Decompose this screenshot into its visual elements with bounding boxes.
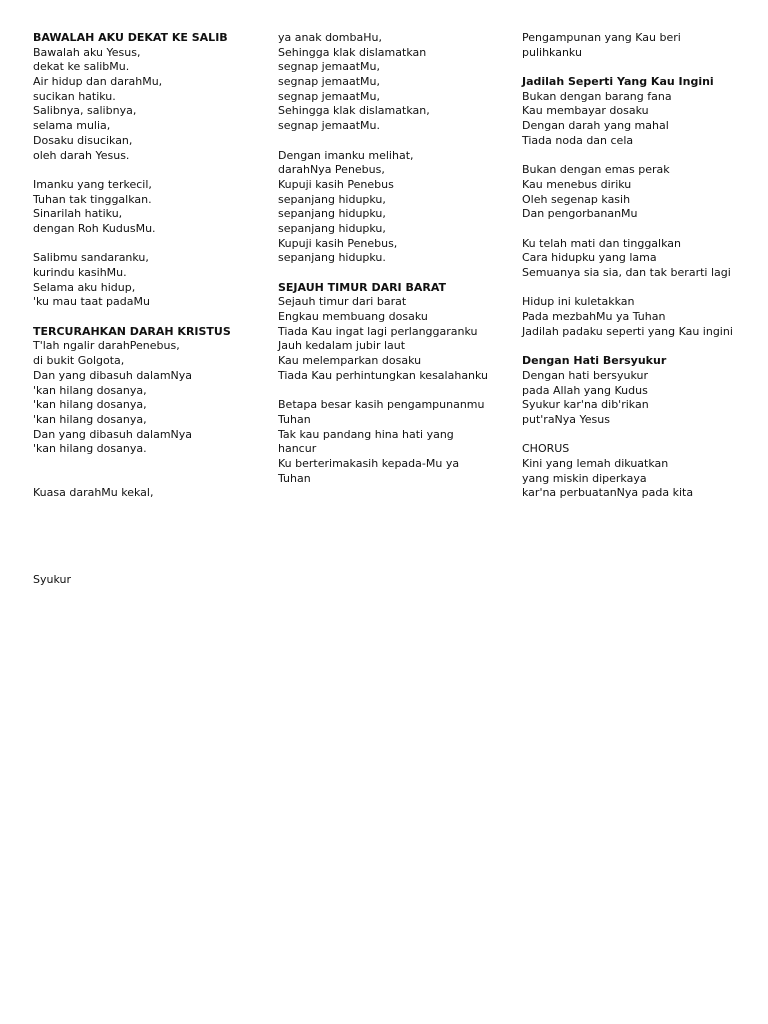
lyric-line: Engkau membuang dosaku [278, 310, 428, 324]
lyric-line: Pada mezbahMu ya Tuhan [522, 310, 666, 324]
stanza-gap [33, 163, 253, 178]
lyric-line: Dan yang dibasuh dalamNya [33, 427, 193, 441]
lyric-line: Tiada Kau ingat lagi perlanggaranku [278, 324, 478, 338]
lyric-line: Kuasa darahMu kekal, [33, 486, 154, 500]
column-right [522, 31, 762, 501]
lyric-line: Sinarilah hatiku, [33, 207, 123, 221]
lyric-line: sepanjang hidupku, [278, 192, 386, 206]
lyric-line: sucikan hatiku. [33, 89, 116, 103]
song-title: BAWALAH AKU DEKAT KE SALIB [33, 31, 228, 44]
lyric-line: pulihkanku [522, 45, 582, 59]
lyric-line: Dosaku disucikan, [33, 133, 133, 147]
lyric-line: dekat ke salibMu. [33, 60, 130, 74]
column-middle [278, 31, 493, 486]
lyric-line: kurindu kasihMu. [33, 266, 127, 279]
lyric-line: Bukan dengan barang fana [522, 89, 672, 103]
lyric-line: Kupuji kasih Penebus [278, 177, 394, 191]
song-title: SEJAUH TIMUR DARI BARAT [278, 280, 447, 294]
lyric-line: Jadilah padaku seperti yang Kau ingini [522, 324, 733, 338]
lyric-line: sepanjang hidupku. [278, 251, 386, 265]
lyric-line: Tiada Kau perhintungkan kesalahanku [278, 368, 489, 382]
lyric-line: Tiada noda dan cela [522, 133, 634, 147]
lyric-line: pada Allah yang Kudus [522, 383, 648, 397]
stanza-gap [33, 457, 253, 486]
lyric-line: Air hidup dan darahMu, [33, 75, 163, 89]
lyric-line: Dan pengorbananMu [522, 207, 638, 221]
lyric-line: Betapa besar kasih pengampunanmu Tuhan [278, 398, 485, 426]
stanza-gap [33, 310, 253, 325]
stanza-gap [522, 281, 762, 296]
lyric-line: 'kan hilang dosanya, [33, 383, 147, 397]
stanza-gap [522, 149, 762, 164]
lyric-line: ya anak dombaHu, [278, 31, 382, 44]
stanza-gap [522, 339, 762, 354]
song-title: Jadilah Seperti Yang Kau Ingini [522, 75, 714, 89]
lyric-line: dengan Roh KudusMu. [33, 221, 156, 235]
lyric-line: segnap jemaatMu. [278, 119, 380, 133]
lyric-line: Salibnya, salibnya, [33, 104, 137, 118]
lyric-line: segnap jemaatMu, [278, 75, 380, 89]
stanza-gap [522, 428, 762, 443]
lyric-line: kar'na perbuatanNya pada kita [522, 486, 694, 500]
stanza-gap [522, 60, 762, 75]
lyric-line: 'kan hilang dosanya, [33, 398, 147, 412]
lyric-line: Salibmu sandaranku, [33, 251, 149, 265]
stanza-gap [33, 237, 253, 252]
lyric-line: darahNya Penebus, [278, 163, 385, 177]
lyric-line: oleh darah Yesus. [33, 148, 130, 162]
lyric-line: Kupuji kasih Penebus, [278, 236, 398, 250]
lyric-line: 'ku mau taat padaMu [33, 295, 150, 309]
bottom-word: Syukur [33, 573, 71, 586]
lyric-line: Cara hidupku yang lama [522, 251, 657, 265]
lyric-line: Imanku yang terkecil, [33, 177, 152, 191]
lyric-line: Selama aku hidup, [33, 280, 136, 294]
lyric-line: Sejauh timur dari barat [278, 295, 407, 309]
lyric-line: Dengan darah yang mahal [522, 119, 669, 133]
lyric-line: segnap jemaatMu, [278, 60, 380, 74]
lyric-line: segnap jemaatMu, [278, 89, 380, 103]
lyric-line: Kau melemparkan dosaku [278, 354, 422, 368]
stanza-gap [278, 384, 493, 399]
lyric-line: put'raNya Yesus [522, 412, 610, 426]
lyric-line: sepanjang hidupku, [278, 221, 386, 235]
lyric-line: Dengan hati bersyukur [522, 368, 648, 382]
lyric-line: Kau membayar dosaku [522, 104, 649, 118]
lyric-line: Sehingga klak dislamatkan, [278, 104, 430, 118]
stanza-gap [278, 266, 493, 281]
lyric-line: sepanjang hidupku, [278, 207, 386, 221]
lyric-line: di bukit Golgota, [33, 354, 125, 368]
lyric-line: Tuhan tak tinggalkan. [33, 192, 152, 206]
song-title: TERCURAHKAN DARAH KRISTUS [33, 324, 231, 338]
lyric-line: Kini yang lemah dikuatkan [522, 456, 669, 470]
stanza-gap [278, 134, 493, 149]
lyric-line: Ku berterimakasih kepada-Mu ya Tuhan [278, 457, 460, 485]
lyric-line: Semuanya sia sia, dan tak berarti lagi [522, 266, 731, 279]
lyric-line: Bukan dengan emas perak [522, 163, 670, 177]
chorus-label: CHORUS [522, 442, 570, 456]
lyric-line: Dan yang dibasuh dalamNya [33, 368, 193, 382]
lyric-line: Kau menebus diriku [522, 177, 632, 191]
lyric-line: Oleh segenap kasih [522, 192, 631, 206]
lyric-line: 'kan hilang dosanya. [33, 442, 147, 456]
lyric-line: Pengampunan yang Kau beri [522, 31, 681, 44]
lyric-line: Ku telah mati dan tinggalkan [522, 236, 681, 250]
stanza-gap [522, 222, 762, 237]
lyric-line: Bawalah aku Yesus, [33, 45, 141, 59]
lyric-line: Hidup ini kuletakkan [522, 295, 635, 309]
lyric-line: T'lah ngalir darahPenebus, [33, 339, 180, 353]
lyric-line: Jauh kedalam jubir laut [278, 339, 406, 353]
song-title: Dengan Hati Bersyukur [522, 354, 667, 368]
lyric-line: Syukur kar'na dib'rikan [522, 398, 649, 412]
lyric-line: Dengan imanku melihat, [278, 148, 414, 162]
lyric-line: Tak kau pandang hina hati yang hancur [278, 427, 454, 456]
lyric-line: 'kan hilang dosanya, [33, 412, 147, 426]
column-left [33, 31, 253, 501]
lyric-line: Sehingga klak dislamatkan [278, 45, 427, 59]
lyric-line: selama mulia, [33, 119, 111, 133]
lyric-line: yang miskin diperkaya [522, 471, 647, 485]
